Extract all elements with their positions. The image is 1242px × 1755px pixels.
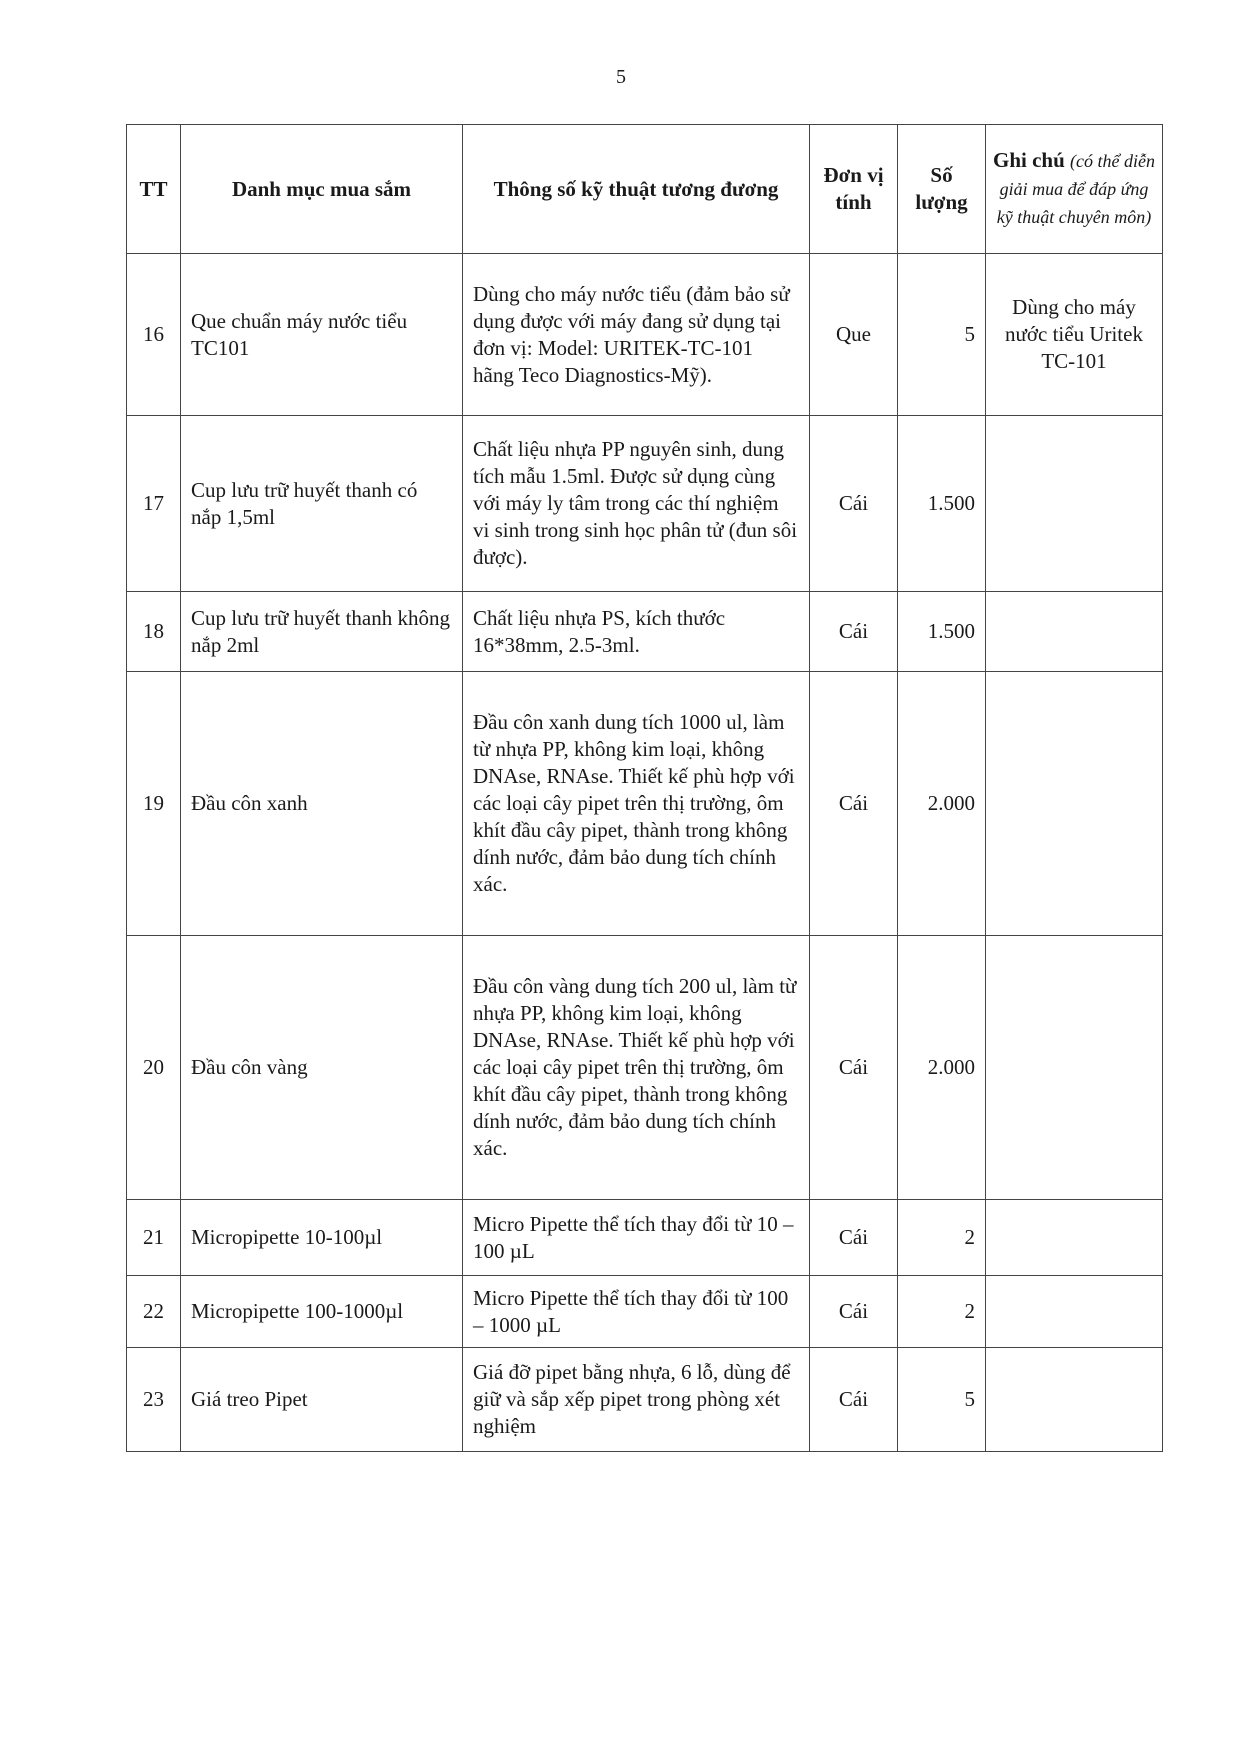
row-unit: Cái <box>810 672 898 936</box>
row-tt: 21 <box>127 1200 181 1276</box>
row-note: Dùng cho máy nước tiểu Uritek TC-101 <box>986 254 1163 416</box>
row-tt: 18 <box>127 592 181 672</box>
row-unit: Cái <box>810 416 898 592</box>
row-name: Đầu côn vàng <box>181 936 463 1200</box>
row-note <box>986 416 1163 592</box>
row-note <box>986 936 1163 1200</box>
row-spec: Chất liệu nhựa PP nguyên sinh, dung tích mẫu 1.5ml. Được sử dụng cùng với máy ly tâm trong các thí nghiệm vi sinh trong sinh học phân tử (đun sôi được). <box>463 416 810 592</box>
row-tt: 23 <box>127 1348 181 1452</box>
table-row <box>127 1276 1163 1348</box>
row-note <box>986 1200 1163 1276</box>
row-qty: 2.000 <box>898 936 986 1200</box>
row-tt: 20 <box>127 936 181 1200</box>
row-unit: Cái <box>810 1276 898 1348</box>
row-unit: Cái <box>810 592 898 672</box>
row-spec: Micro Pipette thể tích thay đổi từ 100 – 1000 µL <box>463 1276 810 1348</box>
row-qty: 5 <box>898 1348 986 1452</box>
row-spec: Chất liệu nhựa PS, kích thước 16*38mm, 2.5-3ml. <box>463 592 810 672</box>
row-tt: 17 <box>127 416 181 592</box>
row-spec: Micro Pipette thể tích thay đổi từ 10 – 100 µL <box>463 1200 810 1276</box>
header-note-main: Ghi chú <box>993 148 1065 172</box>
table-row <box>127 936 1163 1200</box>
row-qty: 5 <box>898 254 986 416</box>
header-note-detail: (có thể diễn giải mua để đáp ứng kỹ thuật chuyên môn) <box>996 151 1155 227</box>
table-row <box>127 1348 1163 1452</box>
page-number: 5 <box>616 66 626 88</box>
header-tt: TT <box>127 125 181 254</box>
header-qty: Số lượng <box>898 125 986 254</box>
row-name: Cup lưu trữ huyết thanh không nắp 2ml <box>181 592 463 672</box>
row-name: Đầu côn xanh <box>181 672 463 936</box>
row-qty: 1.500 <box>898 592 986 672</box>
row-unit: Cái <box>810 1348 898 1452</box>
row-unit: Cái <box>810 1200 898 1276</box>
row-note <box>986 1276 1163 1348</box>
table-row <box>127 672 1163 936</box>
header-spec: Thông số kỹ thuật tương đương <box>463 125 810 254</box>
row-spec: Dùng cho máy nước tiểu (đảm bảo sử dụng được với máy đang sử dụng tại đơn vị: Model: URITEK-TC-101 hãng Teco Diagnostics-Mỹ). <box>463 254 810 416</box>
row-name: Micropipette 100-1000µl <box>181 1276 463 1348</box>
row-name: Micropipette 10-100µl <box>181 1200 463 1276</box>
table-row <box>127 1200 1163 1276</box>
header-name: Danh mục mua sắm <box>181 125 463 254</box>
table-row <box>127 416 1163 592</box>
row-qty: 2 <box>898 1200 986 1276</box>
row-tt: 16 <box>127 254 181 416</box>
row-spec: Đầu côn vàng dung tích 200 ul, làm từ nhựa PP, không kim loại, không DNAse, RNAse. Thiết kế phù hợp với các loại cây pipet trên thị trường, ôm khít đầu cây pipet, thành trong không dính nước, đảm bảo dung tích chính xác. <box>463 936 810 1200</box>
row-qty: 2 <box>898 1276 986 1348</box>
row-tt: 19 <box>127 672 181 936</box>
table-header-row <box>127 125 1163 254</box>
row-qty: 1.500 <box>898 416 986 592</box>
row-note <box>986 672 1163 936</box>
header-unit: Đơn vị tính <box>810 125 898 254</box>
row-qty: 2.000 <box>898 672 986 936</box>
row-name: Giá treo Pipet <box>181 1348 463 1452</box>
table-row <box>127 592 1163 672</box>
row-note <box>986 1348 1163 1452</box>
row-note <box>986 592 1163 672</box>
row-spec: Giá đỡ pipet bằng nhựa, 6 lỗ, dùng để giữ và sắp xếp pipet trong phòng xét nghiệm <box>463 1348 810 1452</box>
row-tt: 22 <box>127 1276 181 1348</box>
header-note <box>986 125 1163 254</box>
row-unit: Cái <box>810 936 898 1200</box>
row-spec: Đầu côn xanh dung tích 1000 ul, làm từ nhựa PP, không kim loại, không DNAse, RNAse. Thiết kế phù hợp với các loại cây pipet trên thị trường, ôm khít đầu cây pipet, thành trong không dính nước, đảm bảo dung tích chính xác. <box>463 672 810 936</box>
row-name: Cup lưu trữ huyết thanh có nắp 1,5ml <box>181 416 463 592</box>
procurement-table <box>126 124 1163 1452</box>
row-unit: Que <box>810 254 898 416</box>
row-name: Que chuẩn máy nước tiểu TC101 <box>181 254 463 416</box>
table-row <box>127 254 1163 416</box>
